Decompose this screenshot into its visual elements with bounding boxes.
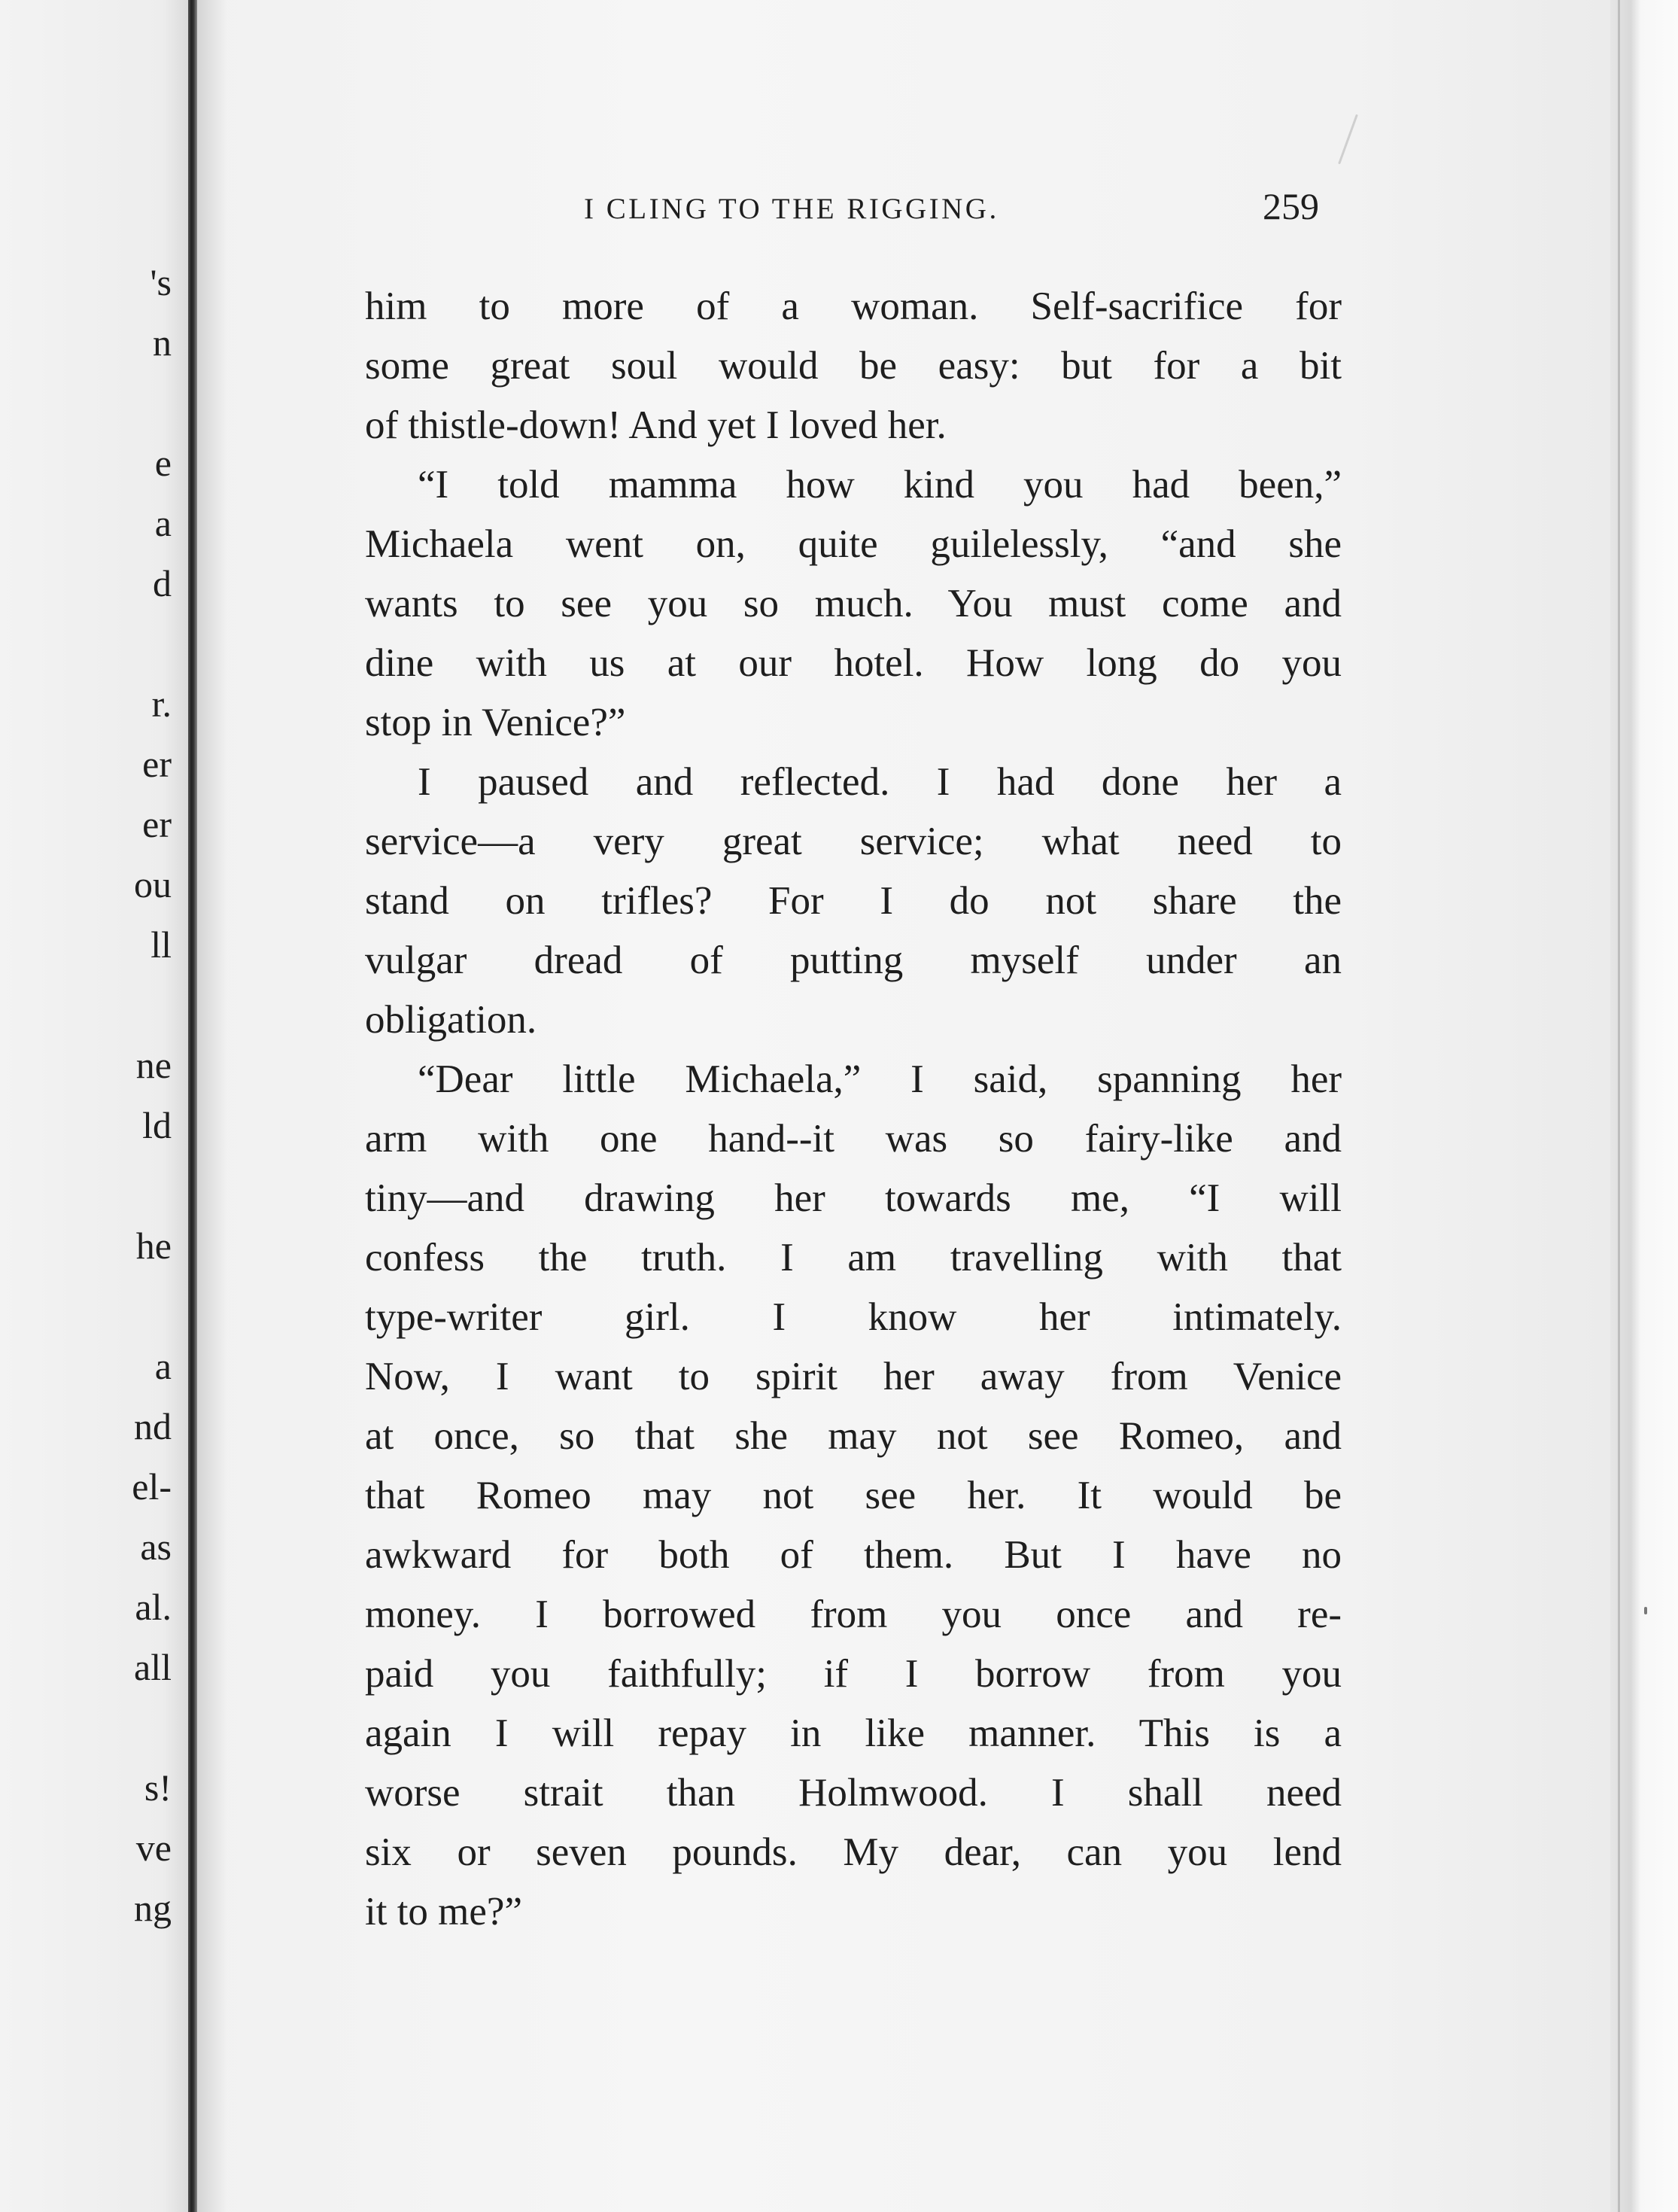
- facing-page-fragment: ld: [142, 1104, 172, 1146]
- facing-page-fragment: all: [134, 1646, 172, 1688]
- page-number: 259: [1263, 185, 1319, 227]
- text-line: “Dear little Michaela,” I said, spanning her: [418, 1057, 1342, 1101]
- gutter-shadow: [197, 0, 227, 2212]
- facing-page-fragment: nd: [134, 1405, 172, 1447]
- facing-page-fragment: a: [154, 1345, 172, 1387]
- text-line: him to more of a woman. Self-sacrifice for: [365, 284, 1342, 328]
- text-line: again I will repay in like manner. This is a: [365, 1711, 1342, 1755]
- text-line: “I told mamma how kind you had been,”: [418, 463, 1342, 507]
- text-line: Michaela went on, quite guilelessly, “and she: [365, 522, 1342, 566]
- facing-page-fragment: 's: [150, 261, 172, 303]
- facing-page-fragment: al.: [135, 1586, 172, 1628]
- facing-page-fragment: r.: [151, 683, 172, 725]
- text-line: it to me?”: [365, 1890, 522, 1934]
- text-line: six or seven pounds. My dear, can you lend: [365, 1830, 1342, 1874]
- book-gutter: [188, 0, 197, 2212]
- text-line: service—a very great service; what need to: [365, 820, 1342, 863]
- facing-page-fragment: s!: [144, 1766, 172, 1809]
- text-line: wants to see you so much. You must come and: [365, 582, 1342, 625]
- page-edge-line: [1618, 0, 1620, 2212]
- facing-page: [0, 0, 192, 2212]
- facing-page-fragment: ve: [135, 1827, 172, 1869]
- facing-page-fragment: er: [142, 743, 172, 785]
- text-line: paid you faithfully; if I borrow from you: [365, 1652, 1342, 1696]
- facing-page-text: [0, 0, 188, 2212]
- text-line: money. I borrowed from you once and re-: [365, 1593, 1342, 1636]
- text-line: vulgar dread of putting myself under an: [365, 939, 1342, 982]
- facing-page-fragment: ne: [135, 1044, 172, 1086]
- text-line: at once, so that she may not see Romeo, and: [365, 1414, 1342, 1458]
- text-line: arm with one hand--it was so fairy-like and: [365, 1117, 1342, 1161]
- facing-page-fragment: el-: [132, 1465, 172, 1508]
- text-line: type-writer girl. I know her intimately.: [365, 1295, 1342, 1339]
- text-line: worse strait than Holmwood. I shall need: [365, 1771, 1342, 1815]
- scan-speck: [1644, 1607, 1647, 1614]
- facing-page-fragment: he: [135, 1225, 172, 1267]
- text-line: tiny—and drawing her towards me, “I will: [365, 1176, 1342, 1220]
- facing-page-fragment: a: [154, 502, 172, 544]
- facing-page-fragment: n: [153, 321, 172, 364]
- text-line: awkward for both of them. But I have no: [365, 1533, 1342, 1577]
- facing-page-fragment: d: [153, 562, 172, 604]
- text-line: I paused and reflected. I had done her a: [418, 760, 1342, 804]
- body-text: [365, 277, 1342, 1942]
- page-edge: [1610, 0, 1678, 2212]
- facing-page-fragment: ng: [134, 1887, 172, 1929]
- text-line: that Romeo may not see her. It would be: [365, 1474, 1342, 1517]
- text-line: confess the truth. I am travelling with that: [365, 1236, 1342, 1279]
- text-line: some great soul would be easy: but for a bit: [365, 344, 1342, 388]
- text-line: Now, I want to spirit her away from Venice: [365, 1355, 1342, 1398]
- text-line: obligation.: [365, 998, 537, 1042]
- facing-page-fragment: as: [140, 1526, 172, 1568]
- facing-page-fragment: e: [154, 442, 172, 484]
- facing-page-fragment: ou: [134, 863, 172, 905]
- text-line: stop in Venice?”: [365, 701, 626, 744]
- running-head: I CLING TO THE RIGGING.: [584, 193, 999, 225]
- facing-page-fragment: ll: [150, 923, 172, 966]
- facing-page-fragment: er: [142, 803, 172, 845]
- text-line: stand on trifles? For I do not share the: [365, 879, 1342, 923]
- text-line: dine with us at our hotel. How long do you: [365, 641, 1342, 685]
- text-line: of thistle-down! And yet I loved her.: [365, 403, 947, 447]
